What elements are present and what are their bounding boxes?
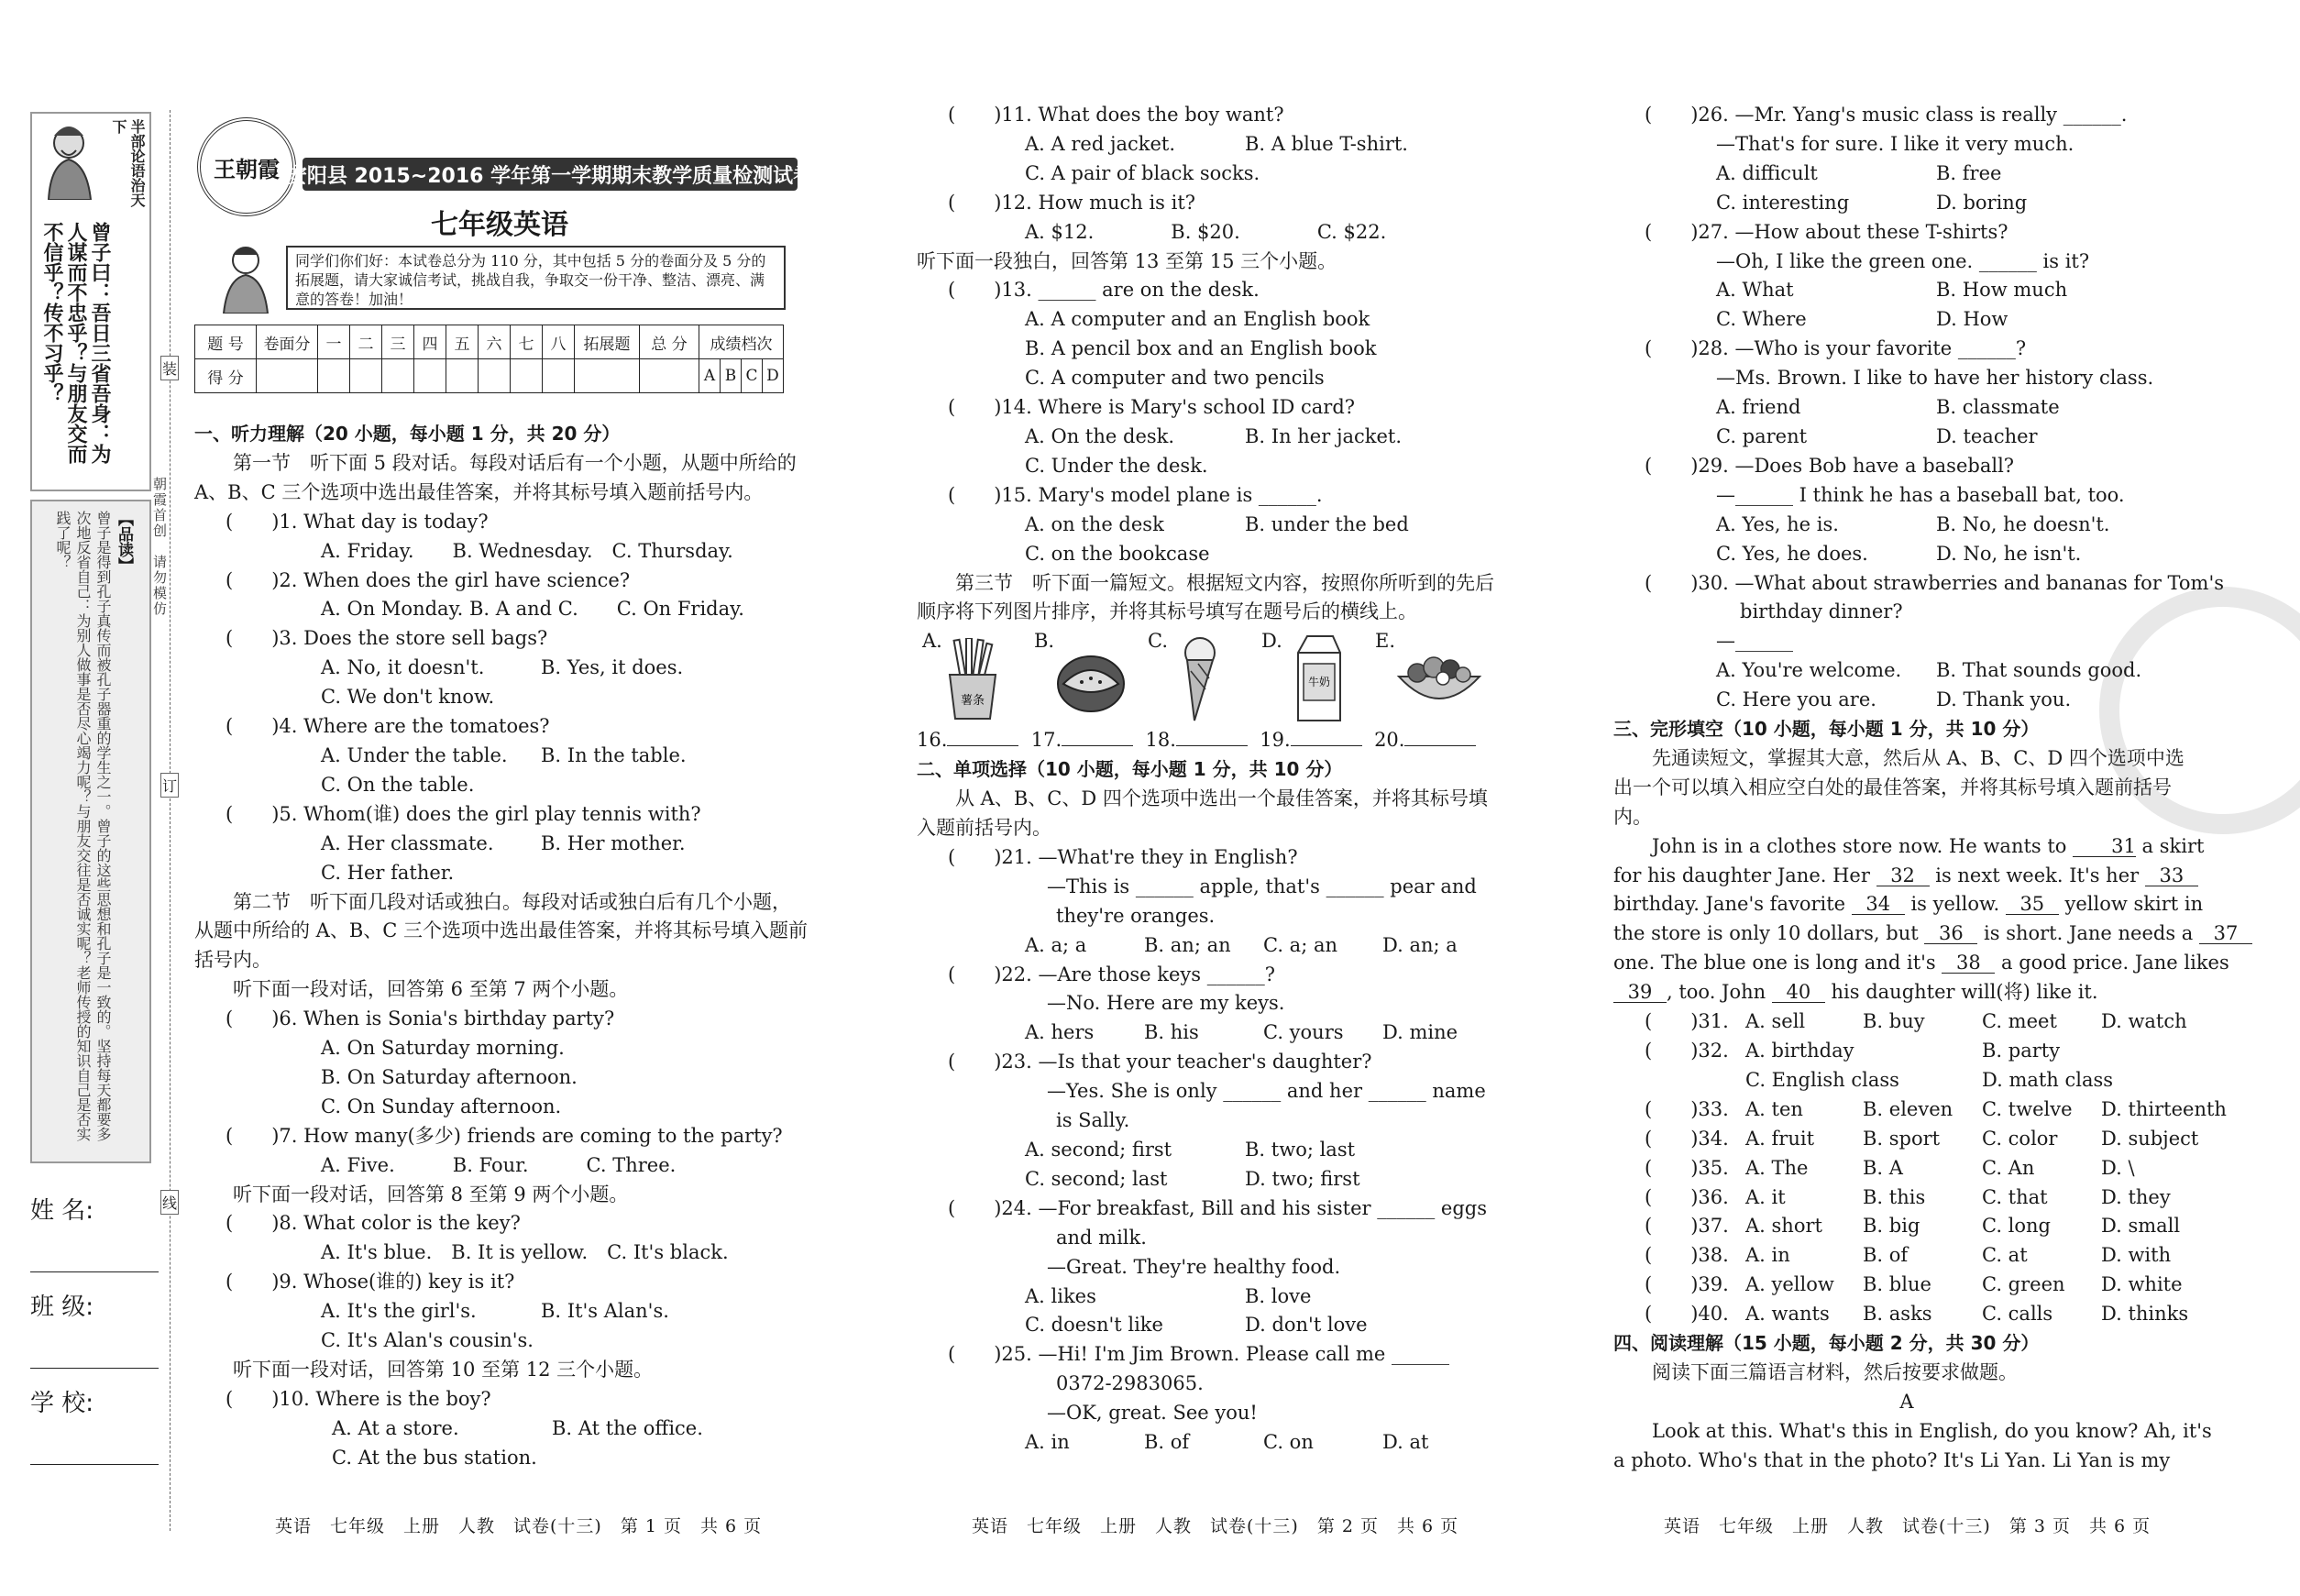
q27-d: D. How [1936,308,2008,331]
cloze-option: D. white [2101,1273,2183,1296]
score-cell[interactable] [511,359,543,393]
q21: ( )21. —What're they in English? [948,845,1298,868]
q26-b: B. free [1936,161,2002,184]
ice-cream-icon [1178,634,1218,732]
q3-c: C. We don't know. [321,686,495,709]
page2-column [917,101,1503,1458]
q14-b: B. In her jacket. [1245,424,1403,447]
blank-19: 19. [1260,729,1291,752]
score-cell[interactable] [543,359,575,393]
student-illustration [209,240,282,314]
part2-instructions: 第二节 听下面几段对话或独白。每段对话或独白后有几个小题，从题中所给的 A、B、C 三个选项中选出最佳答案，并将其标号填入题前括号内。 [194,890,809,972]
exam-title: 安阳县 2015~2016 学年第一学期期末教学质量检测试卷 [286,164,814,188]
q23: ( )23. —Is that your teacher's daughter? [948,1051,1372,1073]
q28-b: B. classmate [1936,396,2060,419]
cloze-q31: ( )31. [1645,1010,1729,1033]
q3-b: B. Yes, it does. [541,656,684,679]
q7-options: A. Five. B. Four. C. Three. [321,1153,677,1176]
q9: ( )9. Whose(谁的) key is it? [226,1271,515,1293]
dialog-10-12: 听下面一段对话，回答第 10 至第 12 三个小题。 [233,1359,654,1381]
q2-options: A. On Monday. B. A and C. C. On Friday. [321,598,744,621]
cloze-option: B. eleven [1863,1097,1953,1120]
q11-b: B. A blue T-shirt. [1245,132,1408,155]
cloze-option: A. birthday [1745,1040,1854,1062]
passage-text: one. The blue one is long and it's [1613,952,1942,974]
q10-b: B. At the office. [552,1416,703,1439]
cloze-option: A. wants [1745,1303,1830,1326]
passage-text: the store is only 10 dollars, but [1613,922,1925,945]
q25-a: A. in [1025,1431,1070,1454]
q23-line3: is Sally. [1056,1109,1130,1132]
binding-mark-3: 线 [160,1190,179,1215]
logo [197,117,296,216]
q8-options: A. It's blue. B. It is yellow. C. It's black. [321,1241,729,1264]
cloze-blank-38[interactable]: 38 [1942,952,1995,974]
class-label: 班 级: [30,1293,94,1321]
passage-text: yellow skirt in [2058,893,2204,916]
pic-d-label: D. [1261,630,1282,653]
th-8: 七 [511,325,543,359]
reading-text: 曾子是得到孔子真传而被孔子器重的学生之一。曾子的这些思想和孔子是一致的。坚持每天都要多次地反省自己：为别人做事是否尽心竭力呢？与朋友交往是否诚实呢？老师传授的知识自己是否实践了呢？ [54,511,112,1141]
reading-line-1: Look at this. What's this in English, do you know? Ah, it's [1652,1419,2212,1442]
q8: ( )8. What color is the key? [226,1212,521,1235]
score-cell[interactable] [414,359,446,393]
logo-text: 王朝霞 [214,155,280,182]
grade-c[interactable]: C [742,359,763,393]
q25-line2: 0372-2983065. [1056,1372,1204,1395]
q15: ( )15. Mary's model plane is ______. [948,483,1323,506]
q11-a: A. A red jacket. [1025,132,1176,155]
q30-c: C. Here you are. [1716,688,1876,711]
cloze-option: D. thirteenth [2101,1097,2227,1120]
section3-instructions: 先通读短文，掌握其大意，然后从 A、B、C、D 四个选项中选出一个可以填入相应空白处的最佳答案，并将其标号填入题前括号内。 [1613,746,2184,828]
pic-a-label: A. [922,630,942,653]
footer-page-1: 英语 七年级 上册 人教 试卷(十三) 第 1 页 共 6 页 [275,1516,763,1536]
watermelon-icon [1054,647,1128,722]
blank-20: 20. [1374,729,1405,752]
q29-c: C. Yes, he does. [1716,542,1868,565]
score-row-label: 得 分 [195,359,257,393]
q22-b: B. his [1144,1021,1199,1044]
score-cell[interactable] [479,359,511,393]
th-6: 五 [446,325,479,359]
q25: ( )25. —Hi! I'm Jim Brown. Please call me ______ [948,1343,1450,1366]
th-12: 成绩档次 [699,325,784,359]
q24-b: B. love [1245,1284,1312,1307]
cloze-option: C. calls [1982,1303,2053,1326]
cloze-option: D. thinks [2101,1303,2189,1326]
q3-a: A. No, it doesn't. [321,656,485,679]
q9-c: C. It's Alan's cousin's. [321,1329,534,1352]
q21-line2: —This is ______ apple, that's ______ pear and [1047,875,1477,897]
page3-column [1613,101,2239,1476]
grade-d[interactable]: D [763,359,784,393]
q22: ( )22. —Are those keys ______? [948,963,1275,985]
q27-line2: —Oh, I like the green one. ______ is it? [1716,249,2090,272]
q30-line2: birthday dinner? [1740,600,1903,623]
q2: ( )2. When does the girl have science? [226,568,631,591]
q22-d: D. mine [1382,1021,1458,1044]
cloze-option: D. math class [1982,1068,2114,1091]
passage-text: John is in a clothes store now. He wants to [1652,834,2074,857]
th-2: 一 [318,325,350,359]
q27-b: B. How much [1936,279,2068,302]
q13-b: B. A pencil box and an English book [1025,337,1377,360]
score-cell[interactable] [640,359,699,393]
score-cell[interactable] [382,359,414,393]
q24-c: C. doesn't like [1025,1314,1163,1337]
q6-b: B. On Saturday afternoon. [321,1065,578,1088]
blank-20-line[interactable] [1404,727,1476,746]
cloze-q34: ( )34. [1645,1127,1729,1150]
score-cell[interactable] [318,359,350,393]
q15-a: A. on the desk [1025,512,1164,535]
q27: ( )27. —How about these T-shirts? [1645,220,2008,243]
th-9: 八 [543,325,575,359]
th-3: 二 [350,325,382,359]
q26: ( )26. —Mr. Yang's music class is really ______. [1645,104,2128,126]
q24-line3: —Great. They're healthy food. [1047,1255,1341,1278]
blank-16-line[interactable] [947,727,1018,746]
cloze-option: A. in [1745,1244,1790,1267]
sidebar-quote: 曾子曰：吾日三省吾身：为人谋而不忠乎？与朋友交而不信乎？传不习乎？ [40,222,111,464]
q26-c: C. interesting [1716,191,1850,214]
cloze-blank-32[interactable]: 32 [1876,865,1930,886]
q9-b: B. It's Alan's. [541,1300,669,1323]
cloze-q32: ( )32. [1645,1040,1729,1062]
q15-c: C. on the bookcase [1025,542,1210,565]
q29-line2: —______ I think he has a baseball bat, too. [1716,483,2125,506]
q1-options: A. Friday. B. Wednesday. C. Thursday. [321,539,733,562]
q25-d: D. at [1382,1431,1429,1454]
th-11: 总 分 [640,325,699,359]
binding-mark-2: 订 [160,773,179,798]
cloze-option: B. of [1863,1244,1909,1267]
name-field[interactable] [30,1192,159,1272]
q10: ( )10. Where is the boy? [226,1387,491,1410]
q24-a: A. likes [1025,1284,1096,1307]
q6: ( )6. When is Sonia's birthday party? [226,1007,615,1030]
th-5: 四 [414,325,446,359]
q30-line3: —______ [1716,630,1793,653]
cloze-blank-35[interactable]: 35 [2006,894,2059,915]
q24: ( )24. —For breakfast, Bill and his sister ______ eggs [948,1196,1487,1219]
cloze-blank-33[interactable]: 33 [2145,865,2198,886]
q24-d: D. don't love [1245,1314,1368,1337]
cloze-option: B. asks [1863,1303,1932,1326]
cloze-option: D. they [2101,1185,2171,1208]
passage-text: for his daughter Jane. Her [1613,864,1876,886]
blank-17-line[interactable] [1062,727,1133,746]
q6-c: C. On Sunday afternoon. [321,1095,562,1117]
passage-text: a good price. Jane likes [1995,952,2229,974]
reading-title: 【品读】 [115,511,133,573]
th-10: 拓展题 [575,325,640,359]
dialog-8-9: 听下面一段对话，回答第 8 至第 9 两个小题。 [233,1183,629,1205]
th-4: 三 [382,325,414,359]
q23-a: A. second; first [1025,1139,1172,1161]
cloze-option: A. The [1745,1156,1809,1179]
part3-instructions: 第三节 听下面一篇短文。根据短文内容，按照你所听到的先后顺序将下列图片排序，并将其标号填写在题号后的横线上。 [917,571,1494,623]
dialog-6-7: 听下面一段对话，回答第 6 至第 7 两个小题。 [233,978,629,1001]
q22-a: A. hers [1025,1021,1095,1044]
cloze-blank-40[interactable]: 40 [1772,982,1825,1003]
binding-line [170,110,171,1531]
footer-page-3: 英语 七年级 上册 人教 试卷(十三) 第 3 页 共 6 页 [1664,1516,2151,1536]
school-label: 学 校: [30,1390,94,1417]
footer-page-2: 英语 七年级 上册 人教 试卷(十三) 第 2 页 共 6 页 [972,1516,1459,1536]
cloze-option: C. English class [1745,1068,1899,1091]
class-field[interactable] [30,1288,159,1369]
cloze-blank-37[interactable]: 37 [2199,923,2252,944]
q12: ( )12. How much is it? [948,191,1196,214]
cloze-blank-36[interactable]: 36 [1924,923,1977,944]
cloze-option: D. watch [2101,1010,2187,1033]
score-cell[interactable] [575,359,640,393]
cloze-option: C. color [1982,1127,2058,1150]
q3: ( )3. Does the store sell bags? [226,627,548,650]
q11: ( )11. What does the boy want? [948,104,1284,126]
section4-title: 四、阅读理解（15 小题，每小题 2 分，共 30 分） [1613,1332,2040,1355]
q28-c: C. parent [1716,424,1808,447]
q25-c: C. on [1263,1431,1314,1454]
q23-d: D. two; first [1245,1167,1360,1190]
passage-text: his daughter will(将) like it. [1824,981,2098,1004]
q21-line3: they're oranges. [1056,904,1216,927]
passage-text: birthday. Jane's favorite [1613,893,1852,916]
cloze-blank-34[interactable]: 34 [1852,894,1905,915]
cloze-option: B. buy [1863,1010,1925,1033]
q11-c: C. A pair of black socks. [1025,161,1260,184]
cloze-passage [1613,832,2239,1007]
cloze-option: C. An [1982,1156,2035,1179]
cloze-q37: ( )37. [1645,1215,1729,1238]
cloze-option: A. fruit [1745,1127,1815,1150]
sidebar-quote-box [30,112,151,491]
cloze-option: A. short [1745,1215,1822,1238]
cloze-option: A. yellow [1745,1273,1834,1296]
q30-a: A. You're welcome. [1716,659,1902,682]
q4-c: C. On the table. [321,773,475,796]
q9-a: A. It's the girl's. [321,1300,477,1323]
score-cell[interactable] [350,359,382,393]
q23-c: C. second; last [1025,1167,1168,1190]
cloze-q39: ( )39. [1645,1273,1729,1296]
page1-column [194,420,809,1473]
cloze-option: B. blue [1863,1273,1931,1296]
q1: ( )1. What day is today? [226,510,489,533]
q25-b: B. of [1144,1431,1190,1454]
q14-a: A. On the desk. [1025,424,1175,447]
q27-c: C. Where [1716,308,1807,331]
section4-instructions: 阅读下面三篇语言材料，然后按要求做题。 [1652,1360,2018,1383]
passage-text: a skirt [2135,834,2205,857]
grade-b[interactable]: B [721,359,742,393]
pic-e-label: E. [1375,630,1396,653]
q26-line2: —That's for sure. I like it very much. [1716,132,2074,155]
passage-text: is short. Jane needs a [1977,922,2199,945]
q29-b: B. No, he doesn't. [1936,512,2110,535]
th-0: 题 号 [195,325,257,359]
q13-a: A. A computer and an English book [1025,308,1370,331]
cloze-option: C. twelve [1982,1097,2073,1120]
cloze-option: B. sport [1863,1127,1941,1150]
q21-c: C. a; an [1263,933,1337,956]
cloze-option: B. big [1863,1215,1920,1238]
score-cell[interactable] [446,359,479,393]
cloze-options [1613,1007,2227,1329]
cloze-q36: ( )36. [1645,1185,1729,1208]
q10-a: A. At a store. [332,1416,459,1439]
notice-box [286,246,786,310]
confucius-illustration [38,119,102,200]
name-label: 姓 名: [30,1197,94,1225]
q21-b: B. an; an [1144,933,1231,956]
school-field[interactable] [30,1384,159,1465]
sidebar-reading-box [30,500,151,1163]
q30: ( )30. —What about strawberries and bananas for Tom's [1645,571,2225,594]
q29: ( )29. —Does Bob have a baseball? [1645,454,2015,477]
q30-d: D. Thank you. [1936,688,2072,711]
cloze-option: B. this [1863,1185,1926,1208]
cloze-option: B. party [1982,1040,2061,1062]
q7: ( )7. How many(多少) friends are coming to the party? [226,1124,783,1147]
q28: ( )28. —Who is your favorite ______? [1645,337,2027,360]
cloze-option: D. \ [2101,1156,2135,1179]
q14: ( )14. Where is Mary's school ID card? [948,396,1356,419]
q5-b: B. Her mother. [541,831,686,854]
q29-d: D. No, he isn't. [1936,542,2082,565]
pic-c-label: C. [1148,630,1168,653]
cloze-option: C. long [1982,1215,2051,1238]
passage-text: , too. John [1667,981,1772,1004]
passage-a-label: A [1899,1390,1914,1413]
q5: ( )5. Whom(谁) does the girl play tennis with? [226,802,701,825]
cloze-q40: ( )40. [1645,1303,1729,1326]
q21-d: D. an; a [1382,933,1458,956]
part1-instructions: 第一节 听下面 5 段对话。每段对话后有一个小题，从题中所给的 A、B、C 三个选项中选出最佳答案，并将其标号填入题前括号内。 [194,451,797,503]
q29-a: A. Yes, he is. [1716,512,1839,535]
q21-a: A. a; a [1025,933,1087,956]
q5-a: A. Her classmate. [321,831,494,854]
sidebar-badge: 半部论语治天下 [110,119,146,207]
monologue-13-15: 听下面一段独白，回答第 13 至第 15 三个小题。 [917,249,1337,272]
passage-text: is yellow. [1904,893,2006,916]
pic-b-label: B. [1034,630,1055,653]
q10-c: C. At the bus station. [332,1446,537,1469]
q6-a: A. On Saturday morning. [321,1037,565,1060]
q23-b: B. two; last [1245,1139,1356,1161]
q13-c: C. A computer and two pencils [1025,367,1325,390]
q5-c: C. Her father. [321,861,455,884]
section2-title: 二、单项选择（10 小题，每小题 1 分，共 10 分） [917,758,1343,781]
cloze-option: A. ten [1745,1097,1803,1120]
fries-icon [944,638,1001,730]
cloze-option: D. small [2101,1215,2181,1238]
q22-line2: —No. Here are my keys. [1047,992,1285,1015]
cloze-option: B. A [1863,1156,1903,1179]
picture-row [917,627,1503,726]
exam-subtitle: 七年级英语 [431,209,568,241]
grade-a[interactable]: A [699,359,721,393]
milk-carton-icon [1293,633,1344,732]
cloze-q33: ( )33. [1645,1097,1729,1120]
milk-text: 牛奶 [1307,676,1331,689]
cloze-option: A. it [1745,1185,1786,1208]
section3-title: 三、完形填空（10 小题，每小题 1 分，共 10 分） [1613,718,2040,741]
q4-b: B. In the table. [541,743,687,766]
cloze-option: C. at [1982,1244,2028,1267]
fries-text: 薯条 [960,694,985,709]
cloze-blank-31[interactable]: 31 [2073,836,2136,857]
score-table [194,325,784,393]
blank-18: 18. [1145,729,1176,752]
cloze-option: C. that [1982,1185,2048,1208]
q4-a: A. Under the table. [321,743,508,766]
cloze-blank-39[interactable]: 39 [1613,982,1667,1003]
q28-a: A. friend [1716,396,1801,419]
q28-line2: —Ms. Brown. I like to have her history class. [1716,367,2154,390]
cloze-option: D. with [2101,1244,2172,1267]
q26-a: A. difficult [1716,161,1818,184]
q4: ( )4. Where are the tomatoes? [226,715,550,738]
q30-b: B. That sounds good. [1936,659,2142,682]
cloze-q38: ( )38. [1645,1244,1729,1267]
th-1: 卷面分 [257,325,318,359]
passage-text: is next week. It's her [1929,864,2145,886]
reading-line-2: a photo. Who's that in the photo? It's Li Yan. Li Yan is my [1613,1448,2171,1471]
q13: ( )13. ______ are on the desk. [948,279,1260,302]
section2-instructions: 从 A、B、C、D 四个选项中选出一个最佳答案，并将其标号填入题前括号内。 [917,787,1488,840]
cloze-option: C. meet [1982,1010,2057,1033]
score-cell[interactable] [257,359,318,393]
blank-16: 16. [917,729,948,752]
q15-b: B. under the bed [1245,512,1409,535]
q26-d: D. boring [1936,191,2028,214]
blank-17: 17. [1030,729,1062,752]
section1-title: 一、听力理解（20 小题，每小题 1 分，共 20 分） [194,423,621,445]
q22-c: C. yours [1263,1021,1344,1044]
cloze-option: D. subject [2101,1127,2199,1150]
binding-mark-1: 装 [160,356,179,380]
q27-a: A. What [1716,279,1794,302]
binding-note: 朝霞首创 请勿模仿 [151,477,168,617]
q24-line2: and milk. [1056,1226,1147,1249]
title-banner [286,158,814,191]
q28-d: D. teacher [1936,424,2038,447]
q25-line3: —OK, great. See you! [1047,1402,1258,1425]
cloze-option: A. sell [1745,1010,1806,1033]
q14-c: C. Under the desk. [1025,454,1208,477]
cloze-q35: ( )35. [1645,1156,1729,1179]
q23-line2: —Yes. She is only ______ and her ______ name [1047,1080,1486,1103]
fruit-salad-icon [1393,647,1485,721]
th-7: 六 [479,325,511,359]
cloze-option: C. green [1982,1273,2065,1296]
q12-options: A. $12. B. $20. C. $22. [1025,220,1387,243]
notice-text: 同学们你们好：本试卷总分为 110 分，其中包括 5 分的卷面分及 5 分的拓展题，请大家诚信考试，挑战自我，争取交一份干净、整洁、漂亮、满意的答卷！加油！ [295,252,766,308]
